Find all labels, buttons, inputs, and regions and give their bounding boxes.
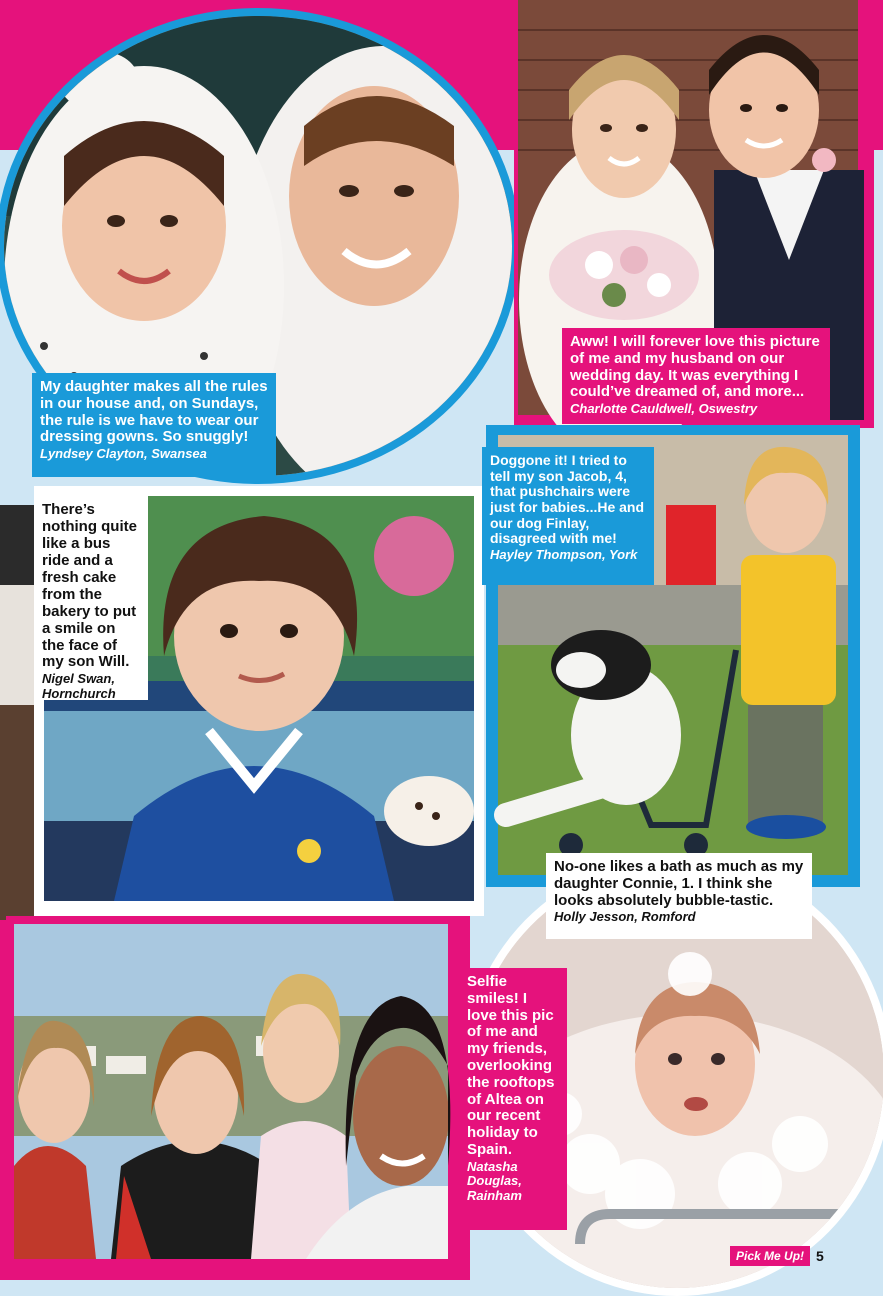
photo-edge-sliver	[0, 505, 38, 920]
caption-text: Doggone it! I tried to tell my son Jacob, 4, that pushchairs were just for babies...He and our dog Finlay, disagreed with me!	[490, 452, 645, 547]
caption-dressing-gowns	[32, 373, 276, 477]
caption-text: My daughter makes all the rules in our house and, on Sundays, the rule is we have to wear our dressing gowns. So snuggly!	[40, 378, 268, 446]
caption-byline: Lyndsey Clayton, Swansea	[40, 446, 207, 462]
caption-byline: Holly Jesson, Romford	[554, 909, 696, 925]
caption-byline: Nigel Swan, Hornchurch	[42, 671, 116, 702]
caption-text: Selfie smiles! I love this pic of me and my friends, overlooking the rooftops of Altea on our recent holiday to Spain.	[467, 973, 555, 1158]
caption-wedding	[562, 328, 830, 424]
photo-selfie	[6, 916, 456, 1266]
caption-selfie	[459, 968, 567, 1230]
caption-byline: Hayley Thompson, York	[490, 547, 638, 563]
brand-logo: Pick Me Up!	[730, 1246, 810, 1266]
caption-text: There’s nothing quite like a bus ride and a fresh cake from the bakery to put a smile on the face of my son Will.	[42, 501, 137, 671]
caption-byline: Natasha Douglas, Rainham	[467, 1158, 522, 1203]
caption-text: No-one likes a bath as much as my daughter Connie, 1. I think she looks absolutely bubble-tastic.	[554, 858, 804, 909]
caption-pushchair	[482, 447, 654, 585]
caption-bus-ride	[34, 496, 148, 700]
page-number: 5	[816, 1248, 824, 1264]
caption-byline: Charlotte Cauldwell, Oswestry	[570, 401, 758, 417]
footer	[730, 1244, 850, 1268]
caption-text: Aww! I will forever love this picture of me and my husband on our wedding day. It was everything I could’ve dreamed of, and more...	[570, 333, 820, 401]
caption-bath	[546, 853, 812, 939]
